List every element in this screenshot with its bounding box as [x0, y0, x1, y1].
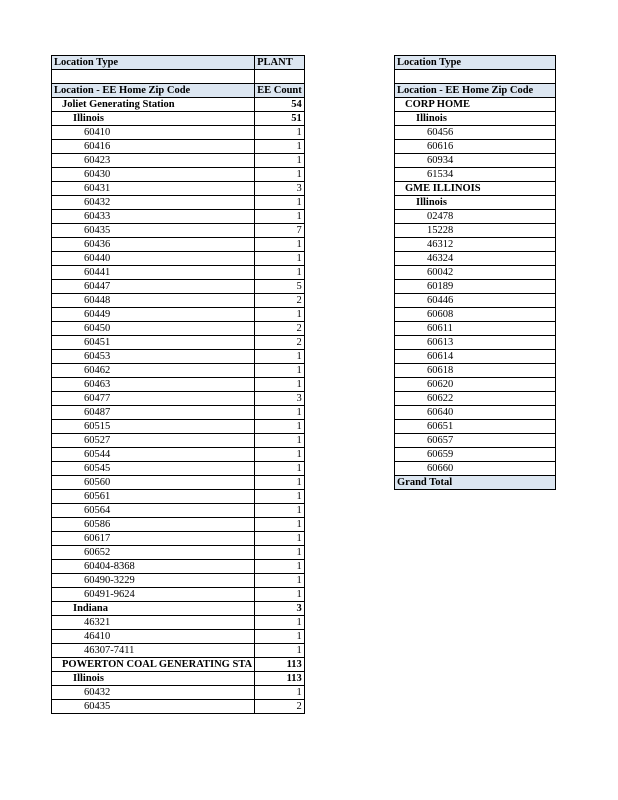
row-label[interactable]: 60453 — [52, 350, 255, 364]
ee-count-cell[interactable]: 1 — [255, 378, 305, 392]
row-label[interactable]: 60042 — [395, 266, 556, 280]
row-label[interactable]: 60564 — [52, 504, 255, 518]
ee-count-cell[interactable]: 1 — [255, 476, 305, 490]
column-header-row — [395, 84, 556, 98]
zip-row — [52, 560, 305, 574]
zip-row — [52, 392, 305, 406]
zip-row — [52, 154, 305, 168]
state-row — [395, 196, 556, 210]
zip-row — [52, 322, 305, 336]
row-label[interactable]: 60545 — [52, 462, 255, 476]
ee-count-cell[interactable]: 113 — [255, 672, 305, 686]
row-label[interactable]: 60404-8368 — [52, 560, 255, 574]
zip-row — [52, 686, 305, 700]
row-label[interactable]: Illinois — [395, 112, 556, 126]
zip-row — [52, 168, 305, 182]
zip-row — [52, 238, 305, 252]
column-header-row — [52, 84, 305, 98]
zip-row — [395, 224, 556, 238]
row-label[interactable]: 60487 — [52, 406, 255, 420]
row-label[interactable]: 60449 — [52, 308, 255, 322]
zip-row — [52, 644, 305, 658]
zip-row — [52, 308, 305, 322]
ee-count-cell[interactable]: 2 — [255, 700, 305, 714]
zip-row — [395, 308, 556, 322]
state-row — [52, 112, 305, 126]
state-row — [52, 672, 305, 686]
ee-count-cell[interactable]: 3 — [255, 392, 305, 406]
zip-row — [52, 294, 305, 308]
row-label[interactable]: 46410 — [52, 630, 255, 644]
row-label[interactable]: Illinois — [52, 672, 255, 686]
ee-count-cell[interactable]: 1 — [255, 518, 305, 532]
ee-count-cell[interactable]: 1 — [255, 252, 305, 266]
zip-row — [52, 588, 305, 602]
row-label[interactable]: GME ILLINOIS — [395, 182, 556, 196]
zip-row — [52, 532, 305, 546]
zip-row — [52, 462, 305, 476]
ee-count-cell[interactable]: 1 — [255, 266, 305, 280]
ee-count-cell[interactable]: 1 — [255, 308, 305, 322]
row-label[interactable]: 60462 — [52, 364, 255, 378]
row-label[interactable]: 60450 — [52, 322, 255, 336]
state-row — [52, 602, 305, 616]
zip-row — [52, 182, 305, 196]
row-label[interactable]: 46307-7411 — [52, 644, 255, 658]
row-label[interactable]: 46312 — [395, 238, 556, 252]
blank-row — [52, 70, 305, 84]
ee-count-cell[interactable]: 1 — [255, 588, 305, 602]
row-label[interactable]: POWERTON COAL GENERATING STA — [52, 658, 255, 672]
zip-row — [52, 224, 305, 238]
zip-row — [52, 490, 305, 504]
row-label[interactable]: 60640 — [395, 406, 556, 420]
ee-count-cell[interactable]: 1 — [255, 210, 305, 224]
zip-row — [395, 210, 556, 224]
zip-row — [52, 518, 305, 532]
zip-row — [395, 434, 556, 448]
zip-row — [395, 140, 556, 154]
zip-row — [52, 616, 305, 630]
row-label[interactable]: 60463 — [52, 378, 255, 392]
row-label[interactable]: 60430 — [52, 168, 255, 182]
location-row — [395, 98, 556, 112]
pivot-table-plant-body — [52, 56, 305, 714]
row-label[interactable]: 60432 — [52, 196, 255, 210]
zip-row — [52, 126, 305, 140]
row-label[interactable]: 60620 — [395, 378, 556, 392]
zip-row — [395, 252, 556, 266]
zip-row — [395, 294, 556, 308]
row-label[interactable]: 60447 — [52, 280, 255, 294]
header-row — [52, 56, 305, 70]
row-label[interactable]: Illinois — [52, 112, 255, 126]
zip-row — [52, 140, 305, 154]
blank-cell — [52, 70, 255, 84]
row-label[interactable]: 46324 — [395, 252, 556, 266]
ee-count-cell[interactable]: 1 — [255, 574, 305, 588]
zip-row — [52, 406, 305, 420]
row-label[interactable]: 60431 — [52, 182, 255, 196]
zip-row — [52, 434, 305, 448]
ee-count-cell[interactable]: 1 — [255, 462, 305, 476]
row-label[interactable]: 60560 — [52, 476, 255, 490]
row-label[interactable]: 60416 — [52, 140, 255, 154]
ee-count-cell[interactable]: 3 — [255, 182, 305, 196]
zip-row — [395, 350, 556, 364]
blank-row — [395, 70, 556, 84]
row-label[interactable]: 60608 — [395, 308, 556, 322]
ee-count-cell[interactable]: 1 — [255, 238, 305, 252]
zip-row — [52, 196, 305, 210]
zip-row — [52, 266, 305, 280]
ee-count-cell[interactable]: 1 — [255, 686, 305, 700]
zip-row — [52, 378, 305, 392]
row-label[interactable]: 61534 — [395, 168, 556, 182]
row-label[interactable]: 60617 — [52, 532, 255, 546]
pivot-table-plant — [51, 55, 305, 714]
zip-row — [395, 448, 556, 462]
row-label[interactable]: 60934 — [395, 154, 556, 168]
row-label[interactable]: 60651 — [395, 420, 556, 434]
pivot-table-corp-body — [395, 56, 556, 490]
zip-row — [52, 210, 305, 224]
ee-count-cell[interactable]: 1 — [255, 168, 305, 182]
row-label[interactable]: Indiana — [52, 602, 255, 616]
row-label[interactable]: 60441 — [52, 266, 255, 280]
row-label[interactable]: 60433 — [52, 210, 255, 224]
row-label[interactable]: CORP HOME — [395, 98, 556, 112]
row-label[interactable]: 60652 — [52, 546, 255, 560]
zip-row — [52, 252, 305, 266]
ee-count-cell[interactable]: 7 — [255, 224, 305, 238]
zip-row — [52, 448, 305, 462]
zip-row — [52, 700, 305, 714]
zip-row — [52, 504, 305, 518]
row-label[interactable]: 60491-9624 — [52, 588, 255, 602]
row-label[interactable]: 15228 — [395, 224, 556, 238]
ee-count-cell[interactable]: 1 — [255, 434, 305, 448]
ee-count-cell[interactable]: 2 — [255, 336, 305, 350]
zip-row — [52, 630, 305, 644]
ee-count-header[interactable]: EE Count — [255, 84, 305, 98]
ee-count-cell[interactable]: 1 — [255, 126, 305, 140]
row-label[interactable]: 60432 — [52, 686, 255, 700]
zip-row — [395, 322, 556, 336]
zip-row — [52, 546, 305, 560]
row-label[interactable]: 60435 — [52, 224, 255, 238]
row-label[interactable]: 60448 — [52, 294, 255, 308]
row-label[interactable]: Joliet Generating Station — [52, 98, 255, 112]
zip-row — [395, 238, 556, 252]
location-type-header[interactable]: Location Type — [52, 56, 255, 70]
ee-count-cell[interactable]: 1 — [255, 350, 305, 364]
ee-count-cell[interactable]: 1 — [255, 406, 305, 420]
zip-row — [395, 406, 556, 420]
ee-count-cell[interactable]: 1 — [255, 504, 305, 518]
zip-row — [52, 280, 305, 294]
row-label[interactable]: 60527 — [52, 434, 255, 448]
row-label[interactable]: 60613 — [395, 336, 556, 350]
row-label[interactable]: 60616 — [395, 140, 556, 154]
zip-row — [52, 476, 305, 490]
ee-count-cell[interactable]: 1 — [255, 532, 305, 546]
ee-count-cell[interactable]: 5 — [255, 280, 305, 294]
row-label[interactable]: 60410 — [52, 126, 255, 140]
grand-total-label[interactable]: Grand Total — [395, 476, 556, 490]
zip-row — [395, 336, 556, 350]
location-type-header[interactable]: Location Type — [395, 56, 556, 70]
zip-row — [52, 420, 305, 434]
zip-row — [395, 420, 556, 434]
zip-row — [395, 126, 556, 140]
row-label[interactable]: 60611 — [395, 322, 556, 336]
row-label[interactable]: 60622 — [395, 392, 556, 406]
zip-row — [395, 392, 556, 406]
row-label[interactable]: 60618 — [395, 364, 556, 378]
row-label[interactable]: 60423 — [52, 154, 255, 168]
zip-row — [395, 154, 556, 168]
pivot-table-corp — [394, 55, 556, 490]
row-label[interactable]: 60515 — [52, 420, 255, 434]
plant-filter-value[interactable]: PLANT — [255, 56, 305, 70]
ee-count-cell[interactable]: 1 — [255, 644, 305, 658]
ee-count-cell[interactable]: 3 — [255, 602, 305, 616]
zip-row — [52, 336, 305, 350]
zip-row — [52, 574, 305, 588]
row-label[interactable]: 60614 — [395, 350, 556, 364]
row-label[interactable]: 60451 — [52, 336, 255, 350]
zip-row — [395, 364, 556, 378]
zip-code-header[interactable]: Location - EE Home Zip Code — [395, 84, 556, 98]
row-label[interactable]: 60660 — [395, 462, 556, 476]
zip-row — [52, 364, 305, 378]
zip-row — [52, 350, 305, 364]
ee-count-cell[interactable]: 1 — [255, 196, 305, 210]
ee-count-cell[interactable]: 1 — [255, 560, 305, 574]
row-label[interactable]: 60490-3229 — [52, 574, 255, 588]
ee-count-cell[interactable]: 1 — [255, 448, 305, 462]
ee-count-cell[interactable]: 1 — [255, 420, 305, 434]
grand-total-row — [395, 476, 556, 490]
ee-count-cell[interactable]: 1 — [255, 616, 305, 630]
zip-row — [395, 280, 556, 294]
row-label[interactable]: 60440 — [52, 252, 255, 266]
ee-count-cell[interactable]: 1 — [255, 630, 305, 644]
row-label[interactable]: 60544 — [52, 448, 255, 462]
location-row — [395, 182, 556, 196]
row-label[interactable]: 60659 — [395, 448, 556, 462]
header-row — [395, 56, 556, 70]
blank-cell — [255, 70, 305, 84]
row-label[interactable]: 46321 — [52, 616, 255, 630]
location-row — [52, 98, 305, 112]
blank-cell — [395, 70, 556, 84]
ee-count-cell[interactable]: 1 — [255, 364, 305, 378]
ee-count-cell[interactable]: 2 — [255, 294, 305, 308]
zip-row — [395, 266, 556, 280]
row-label[interactable]: 60435 — [52, 700, 255, 714]
row-label[interactable]: 02478 — [395, 210, 556, 224]
zip-row — [395, 462, 556, 476]
ee-count-cell[interactable]: 1 — [255, 140, 305, 154]
row-label[interactable]: 60586 — [52, 518, 255, 532]
zip-row — [395, 168, 556, 182]
state-row — [395, 112, 556, 126]
row-label[interactable]: 60446 — [395, 294, 556, 308]
ee-count-cell[interactable]: 51 — [255, 112, 305, 126]
row-label[interactable]: 60436 — [52, 238, 255, 252]
row-label[interactable]: 60561 — [52, 490, 255, 504]
ee-count-cell[interactable]: 113 — [255, 658, 305, 672]
row-label[interactable]: 60189 — [395, 280, 556, 294]
row-label[interactable]: 60456 — [395, 126, 556, 140]
ee-count-cell[interactable]: 1 — [255, 546, 305, 560]
ee-count-cell[interactable]: 1 — [255, 490, 305, 504]
ee-count-cell[interactable]: 54 — [255, 98, 305, 112]
row-label[interactable]: 60657 — [395, 434, 556, 448]
zip-code-header[interactable]: Location - EE Home Zip Code — [52, 84, 255, 98]
zip-row — [395, 378, 556, 392]
ee-count-cell[interactable]: 2 — [255, 322, 305, 336]
ee-count-cell[interactable]: 1 — [255, 154, 305, 168]
row-label[interactable]: 60477 — [52, 392, 255, 406]
location-row — [52, 658, 305, 672]
row-label[interactable]: Illinois — [395, 196, 556, 210]
